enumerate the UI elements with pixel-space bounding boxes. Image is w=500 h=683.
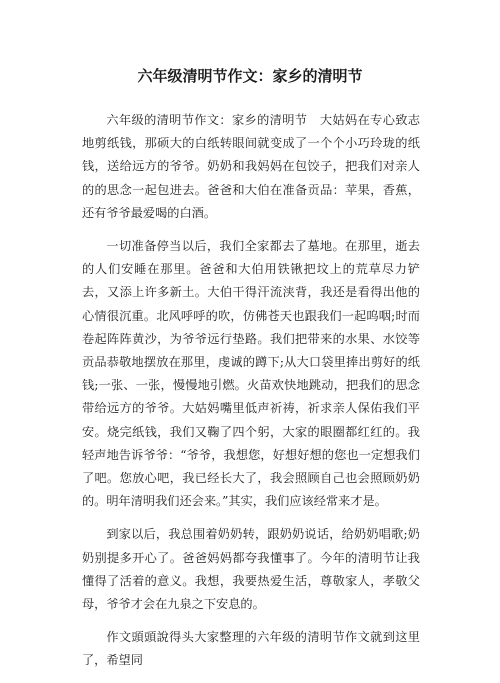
document-title: 六年级清明节作文：家乡的清明节 <box>137 67 363 85</box>
paragraph-1: 六年级的清明节作文：家乡的清明节 大姑妈在专心致志地剪纸钱，那硕大的白纸转眼间就变成了一个个小巧玲珑的纸钱，送给远方的爷爷。奶奶和我妈妈在包饺子，把我们对亲人的的思念一起包进去。爸爸和大伯在准备贡品：苹果，香蕉，还有爷爷最爱喝的白酒。 <box>82 113 420 220</box>
paragraph-3: 到家以后，我总围着奶奶转，跟奶奶说话，给奶奶唱歌;奶奶别提多开心了。爸爸妈妈都夸我懂事了。今年的清明节让我懂得了活着的意义。我想，我要热爱生活，尊敬家人，孝敬父母，爷爷才会在九泉之下安息的。 <box>82 527 420 612</box>
paragraph-4: 作文頭頭說得头大家整理的六年级的清明节作文就到这里了，希望同 <box>82 630 420 668</box>
paragraph-2: 一切准备停当以后，我们全家都去了墓地。在那里，逝去的人们安睡在那里。爸爸和大伯用铁锹把坟上的荒草尽力铲去，又添上许多新土。大伯干得汗流浃背，我还是看得出他的心情很沉重。北风呼呼的吹，仿佛苍天也跟我们一起呜咽;时而卷起阵阵黄沙，为爷爷远行垫路。我们把带来的水果、水饺等贡品恭敬地摆放在那里，虔诚的蹲下;从大口袋里捧出剪好的纸钱;一张、一张，慢慢地引燃。火苗欢快地跳动，把我们的思念带给远方的爷爷。大姑妈嘴里低声祈祷，祈求亲人保佑我们平安。烧完纸钱，我们又鞠了四个躬，大家的眼圈都红红的。我轻声地告诉爷爷：“爷爷，我想您，好想好想的您也一定想我们了吧。您放心吧，我已经长大了，我会照顾自己也会照顾奶奶的。明年清明我们还会来。”其实，我们应该经常来才是。 <box>82 239 420 509</box>
document-body <box>82 109 420 683</box>
